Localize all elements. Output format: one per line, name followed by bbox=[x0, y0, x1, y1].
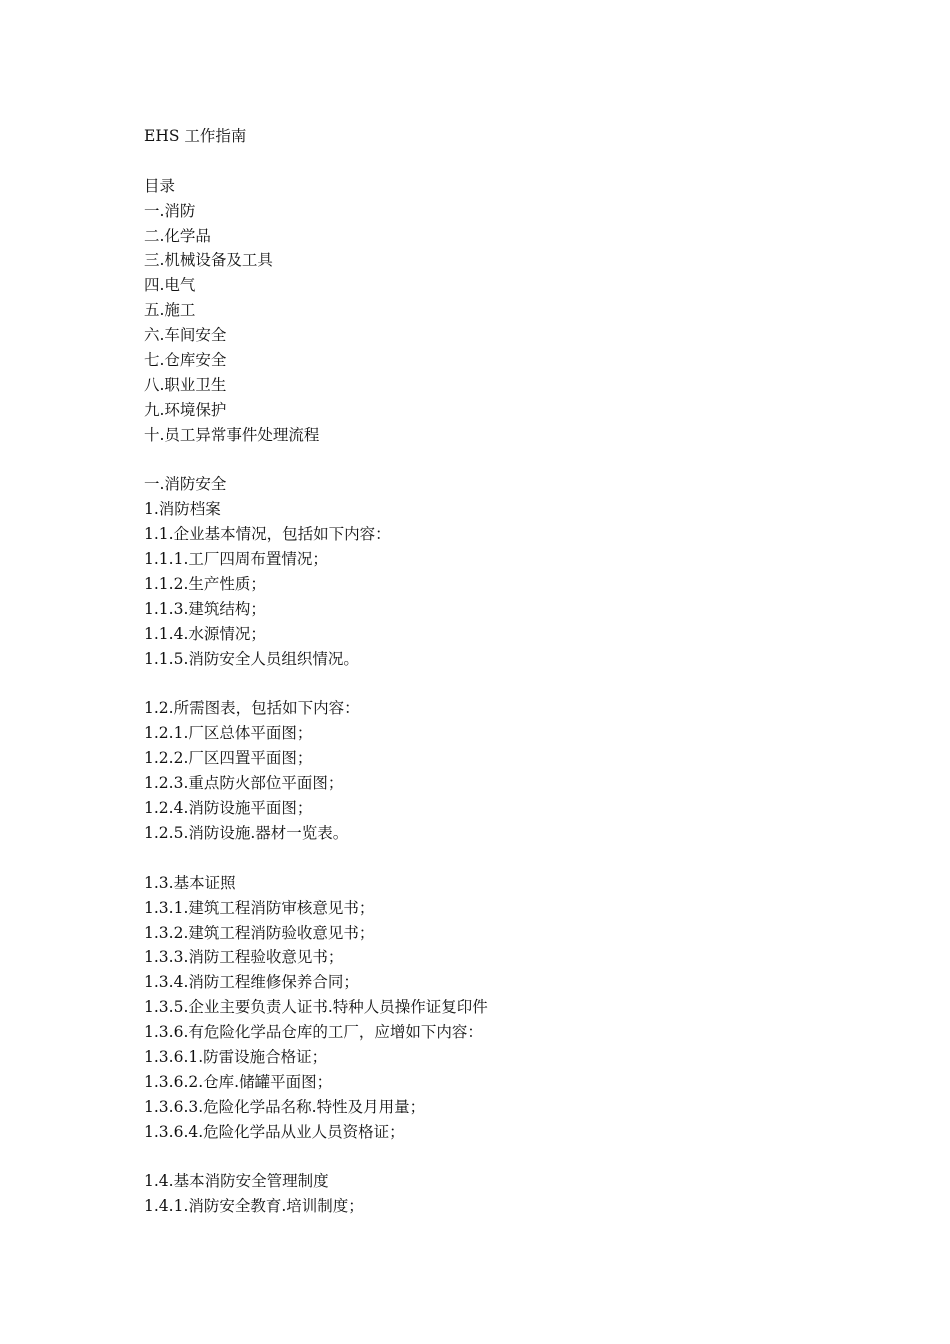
clause-heading: 1.1.企业基本情况，包括如下内容： bbox=[144, 525, 391, 544]
document-title: EHS 工作指南 bbox=[144, 127, 247, 145]
blank-line bbox=[144, 672, 844, 697]
clause-item: 1.3.6.3.危险化学品名称.特性及月用量； bbox=[144, 1097, 426, 1116]
clause-item: 1.1.5.消防安全人员组织情况。 bbox=[144, 649, 359, 668]
toc-item: 八.职业卫生 bbox=[144, 375, 227, 394]
clause-item: 1.2.2.厂区四置平面图； bbox=[144, 749, 313, 768]
clause-item: 1.3.6.4.危险化学品从业人员资格证； bbox=[144, 1122, 405, 1141]
clause-item: 1.2.1.厂区总体平面图； bbox=[144, 724, 313, 743]
clause-item: 1.2.5.消防设施.器材一览表。 bbox=[144, 823, 349, 842]
subsection-heading: 1.消防档案 bbox=[144, 500, 221, 519]
clause-heading: 1.4.基本消防安全管理制度 bbox=[144, 1172, 329, 1191]
document-page bbox=[144, 124, 844, 1219]
clause-item: 1.3.6.2.仓库.储罐平面图； bbox=[144, 1072, 333, 1091]
toc-item: 九.环境保护 bbox=[144, 400, 227, 419]
toc-item: 五.施工 bbox=[144, 301, 196, 320]
blank-line bbox=[144, 846, 844, 871]
clause-item: 1.3.4.消防工程维修保养合同； bbox=[144, 973, 359, 992]
clause-heading: 1.3.基本证照 bbox=[144, 873, 236, 892]
clause-item: 1.2.4.消防设施平面图； bbox=[144, 799, 313, 818]
toc-item: 六.车间安全 bbox=[144, 326, 227, 345]
toc-item: 三.机械设备及工具 bbox=[144, 251, 273, 270]
clause-item: 1.1.4.水源情况； bbox=[144, 624, 266, 643]
clause-item: 1.3.2.建筑工程消防验收意见书； bbox=[144, 923, 375, 942]
clause-item: 1.3.5.企业主要负责人证书.特种人员操作证复印件 bbox=[144, 998, 488, 1017]
toc-item: 十.员工异常事件处理流程 bbox=[144, 425, 320, 444]
clause-item: 1.3.6.1.防雷设施合格证； bbox=[144, 1047, 328, 1066]
toc-heading: 目录 bbox=[144, 176, 176, 195]
toc-item: 四.电气 bbox=[144, 276, 196, 295]
clause-item: 1.3.1.建筑工程消防审核意见书； bbox=[144, 898, 375, 917]
clause-item: 1.1.2.生产性质； bbox=[144, 575, 266, 594]
clause-heading: 1.2.所需图表，包括如下内容： bbox=[144, 699, 360, 718]
toc-item: 一.消防 bbox=[144, 201, 196, 220]
clause-item: 1.1.1.工厂四周布置情况； bbox=[144, 550, 328, 569]
blank-line bbox=[144, 1145, 844, 1170]
clause-item: 1.2.3.重点防火部位平面图； bbox=[144, 774, 344, 793]
clause-item: 1.3.6.有危险化学品仓库的工厂，应增如下内容： bbox=[144, 1023, 483, 1042]
toc-item: 二.化学品 bbox=[144, 226, 211, 245]
clause-item: 1.1.3.建筑结构； bbox=[144, 599, 266, 618]
clause-item: 1.3.3.消防工程验收意见书； bbox=[144, 948, 344, 967]
clause-item: 1.4.1.消防安全教育.培训制度； bbox=[144, 1197, 364, 1216]
toc-item: 七.仓库安全 bbox=[144, 351, 227, 370]
blank-line bbox=[144, 149, 844, 174]
section-heading: 一.消防安全 bbox=[144, 475, 227, 494]
blank-line bbox=[144, 448, 844, 473]
